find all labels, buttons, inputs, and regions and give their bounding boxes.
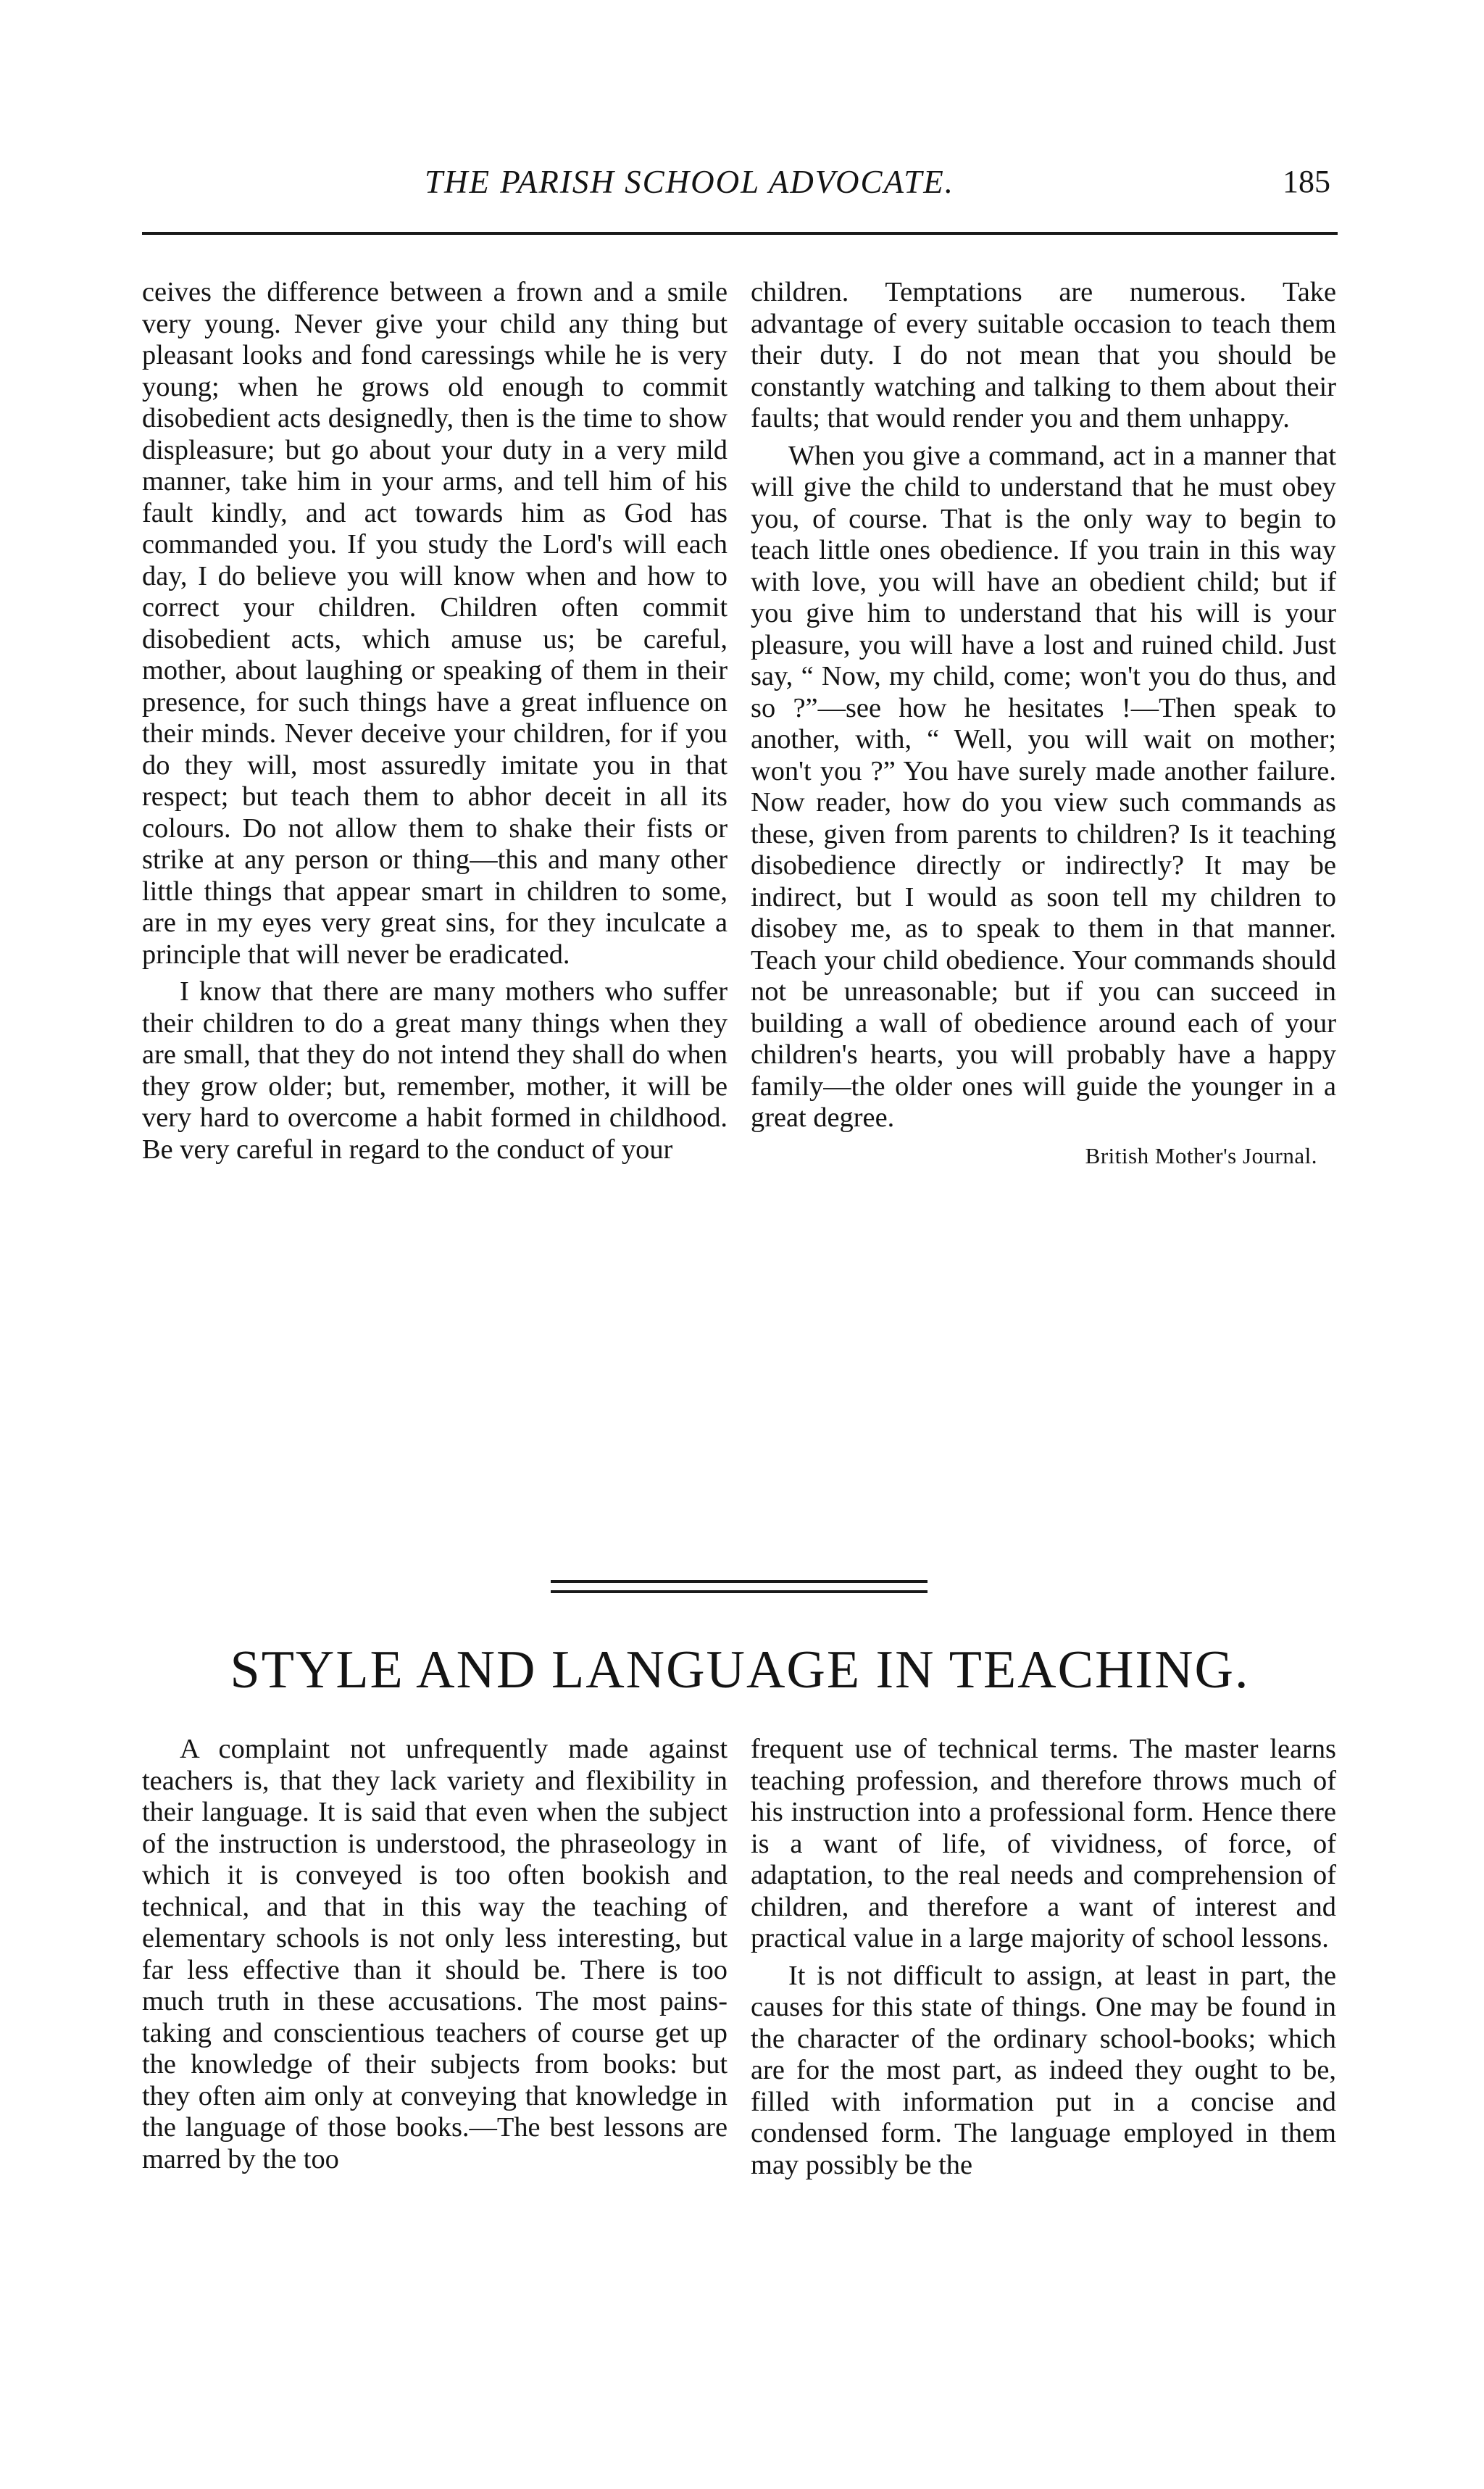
section-divider-top	[551, 1580, 928, 1583]
lower-left-column	[142, 1734, 728, 2175]
running-title: THE PARISH SCHOOL ADVOCATE.	[425, 164, 955, 200]
paragraph: frequent use of technical terms. The master learns teaching profession, and therefore throws much of his instruction into a professional form. Hence there is a want of life, of vividness, of force, of adaptation, to the real needs and comprehension of children, and therefore a want of interest and practical value in a large majority of school lessons.	[751, 1734, 1336, 1953]
upper-left-column	[142, 277, 728, 1165]
paragraph: I know that there are many mothers who suffer their children to do a great many things when they are small, that they do not intend they shall do when they grow older; but, remember, mother, it will be very hard to overcome a habit formed in childhood. Be very careful in regard to the conduct of your	[142, 976, 728, 1165]
header-rule	[142, 232, 1338, 235]
source-signature: British Mother's Journal.	[1085, 1142, 1317, 1168]
paragraph: children. Temptations are numerous. Take advantage of every suitable occasion to teach them their duty. I do not mean that you should be constantly watching and talking to them about their faults; that would render you and them unhappy.	[751, 277, 1336, 433]
paragraph: ceives the difference between a frown and a smile very young. Never give your child any thing but pleasant looks and fond caressings while he is very young; when he grows old enough to commit disobedient acts designedly, then is the time to show displeasure; but go about your duty in a very mild manner, take him in your arms, and tell him of his fault kindly, and act towards him as God has commanded you. If you study the Lord's will each day, I do believe you will know when and how to correct your children. Children often commit disobedient acts, which amuse us; be careful, mother, about laughing or speaking of them in their presence, for such things have a great influence on their minds. Never deceive your children, for if you do they will, most assuredly imitate you in that respect; but teach them to abhor deceit in all its colours. Do not allow them to shake their fists or strike at any person or thing—this and many other little things that appear smart in children to some, are in my eyes very great sins, for they inculcate a principle that will never be eradicated.	[142, 277, 728, 970]
lower-right-column	[751, 1734, 1336, 2181]
running-head	[142, 163, 1338, 207]
paragraph: It is not difficult to assign, at least in part, the causes for this state of things. One may be found in the character of the ordinary school-books; which are for the most part, as indeed they ought to be, filled with information put in a concise and condensed form. The language employed in them may possibly be the	[751, 1960, 1336, 2180]
paragraph: When you give a command, act in a manner that will give the child to understand that he must obey you, of course. That is the only way to begin to teach little ones obedience. If you train in this way with love, you will have an obedient child; but if you give him to understand that his will is your pleasure, you will have a lost and ruined child. Just say, “ Now, my child, come; won't you do thus, and so ?”—see how he hesitates !—Then speak to another, with, “ Well, you will wait on mother; won't you ?” You have surely made another failure. Now reader, how do you view such commands as these, given from parents to children? Is it teaching disobedience directly or indirectly? It may be indirect, but I would as soon tell my children to disobey me, as to speak to them in that manner. Teach your child obedience. Your commands should not be unreasonable; but if you can succeed in building a wall of obedience around each of your children's hearts, you will probably have a happy family—the older ones will guide the younger in a great degree.	[751, 440, 1336, 1133]
article-title: STYLE AND LANGUAGE IN TEACHING.	[230, 1640, 1250, 1700]
upper-right-column	[751, 277, 1336, 1171]
paragraph: A complaint not unfrequently made against teachers is, that they lack variety and flexibility in their language. It is said that even when the subject of the instruction is understood, the phraseology in which it is conveyed is too often bookish and technical, and that in this way the teaching of elementary schools is not only less interesting, but far less effective than it should be. There is too much truth in these accusations. The most pains-taking and conscientious teachers of course get up the knowledge of their subjects from books: but they often aim only at conveying that knowledge in the language of those books.—The best lessons are marred by the too	[142, 1734, 728, 2174]
section-divider-bottom	[551, 1590, 928, 1593]
page-number: 185	[1283, 164, 1330, 199]
